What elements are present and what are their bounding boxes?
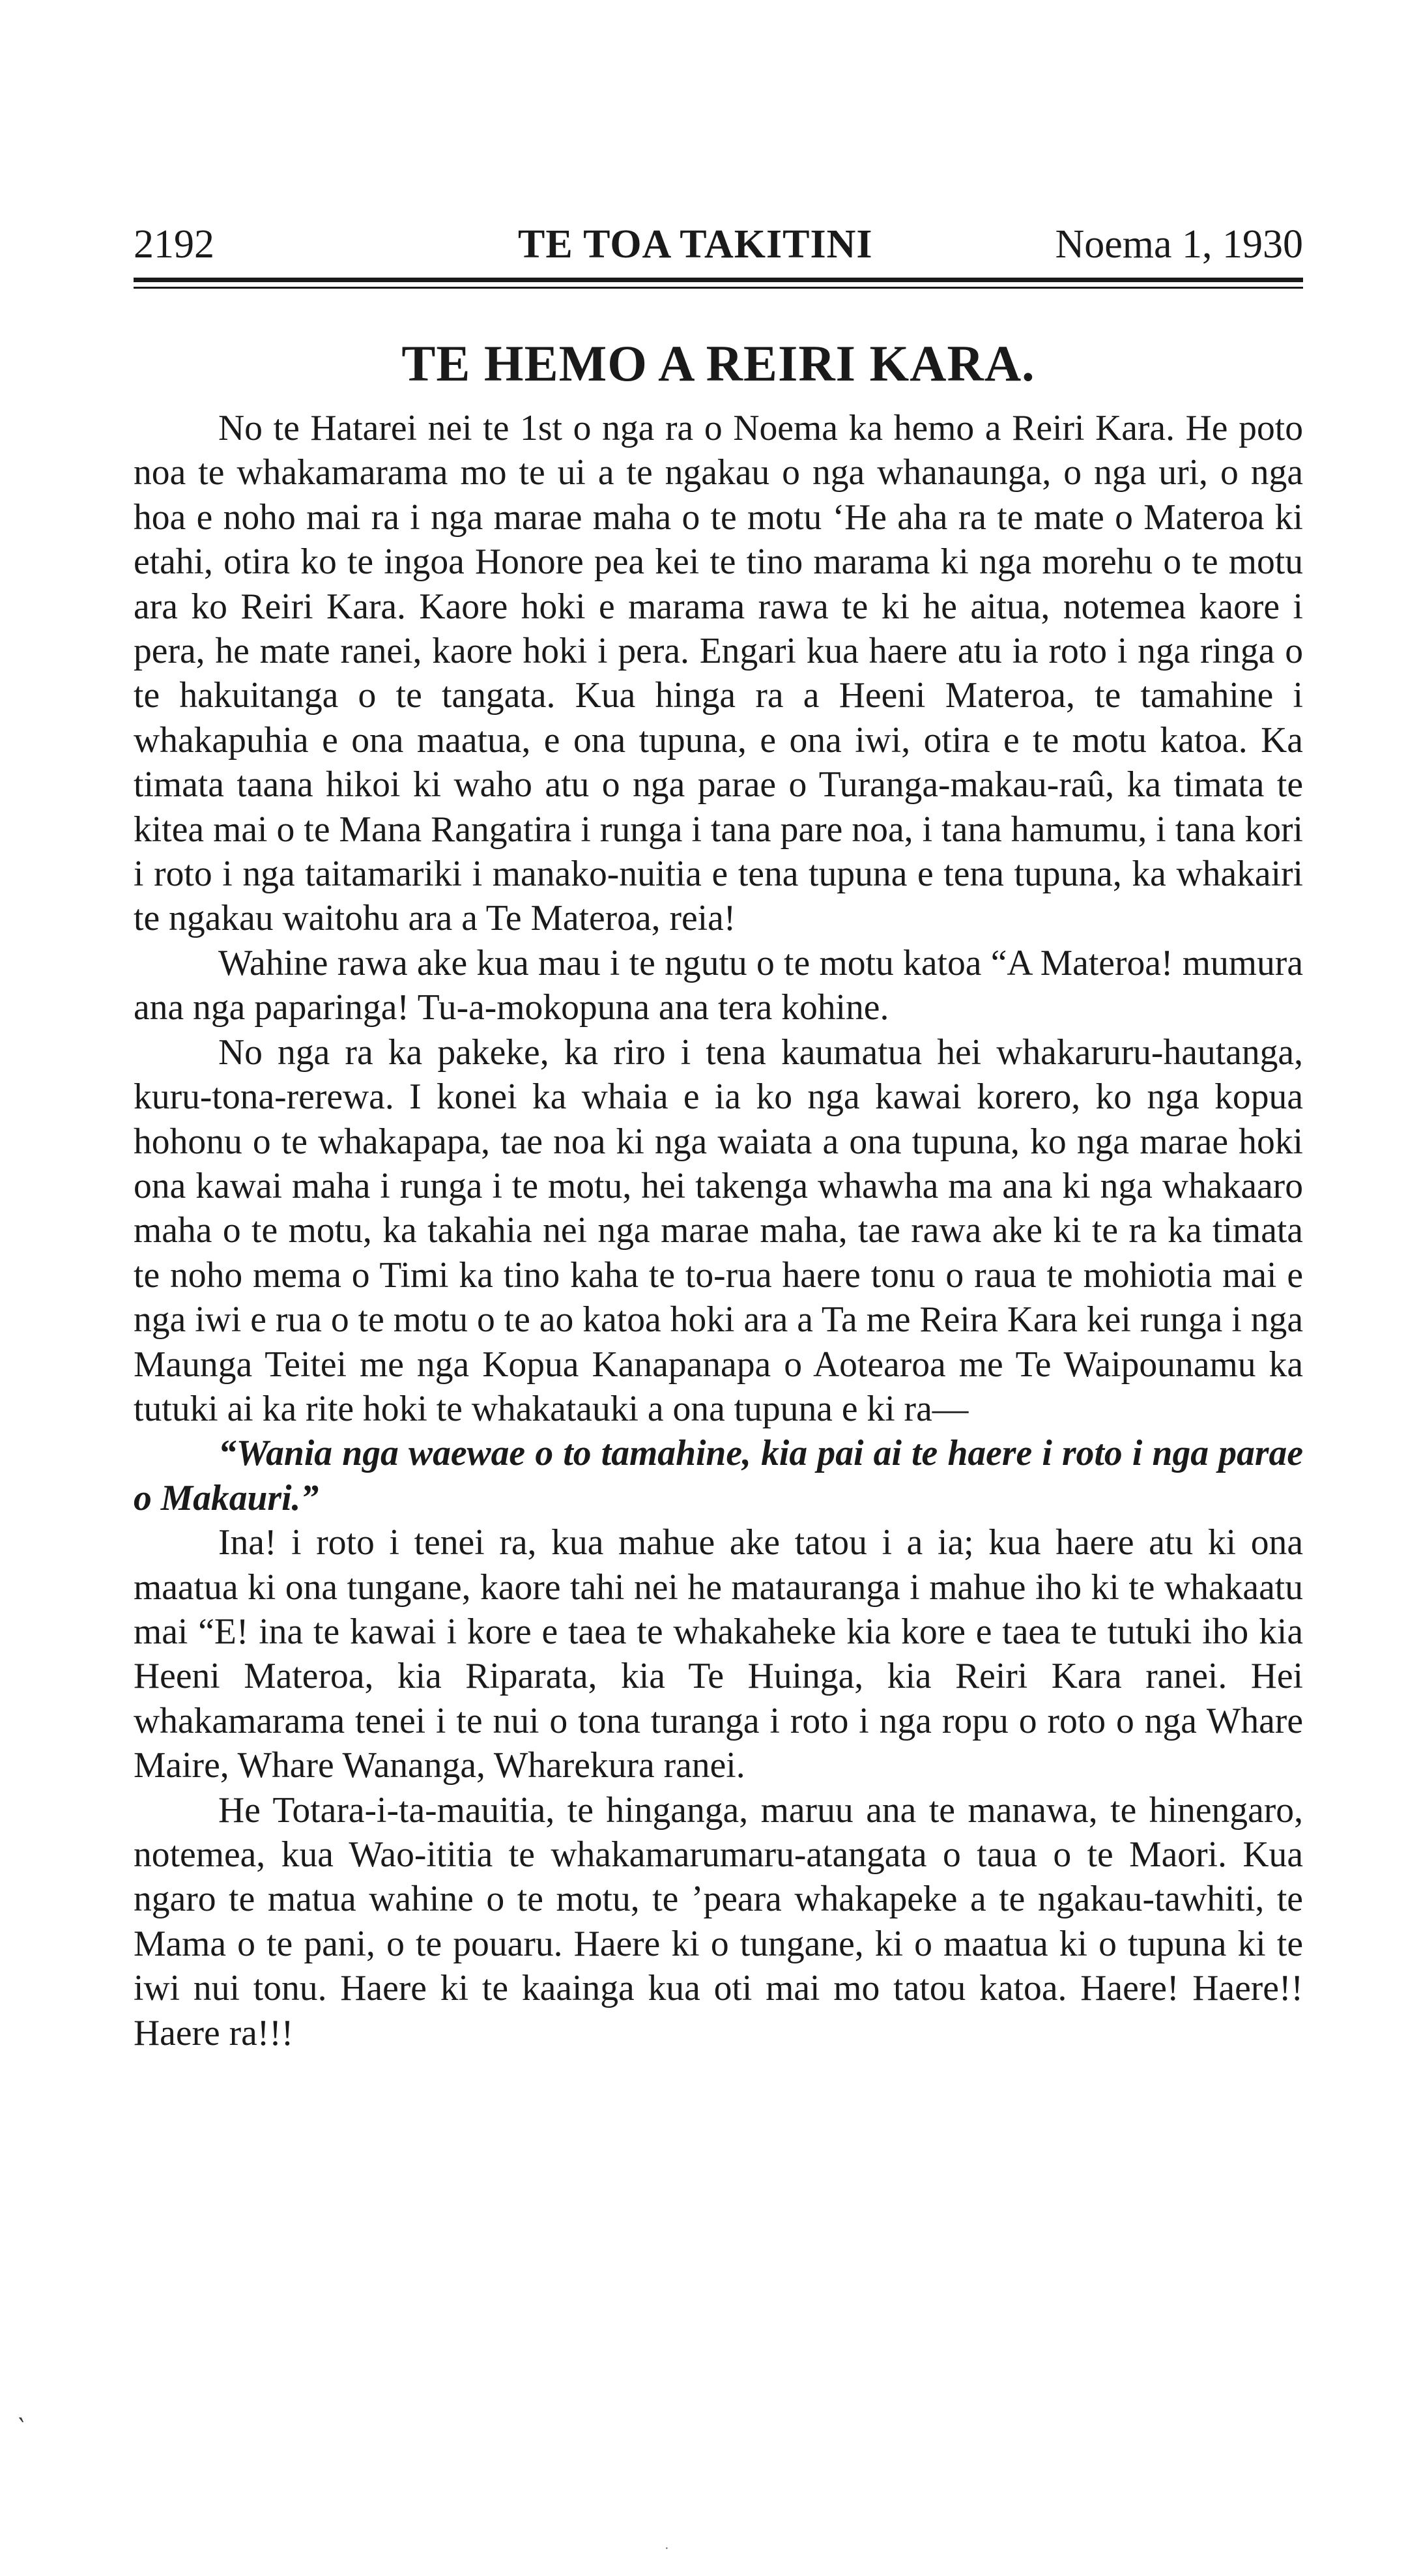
- paragraph-1: No te Hatarei nei te 1st o nga ra o Noema ka hemo a Reiri Kara. He poto noa te whakamarama mo te ui a te ngakau o nga whanaunga, o nga uri, o nga hoa e noho mai ra i nga marae maha o te motu ‘He aha ra te mate o Materoa ki etahi, otira ko te ingoa Honore pea kei te tino marama ki nga morehu o te motu ara ko Reiri Kara. Kaore hoki e marama rawa te ki he aitua, notemea kaore i pera, he mate ranei, kaore hoki i pera. Engari kua haere atu ia roto i nga ringa o te hakuitanga o te tangata. Kua hinga ra a Heeni Materoa, te tamahine i whakapuhia e ona maatua, e ona tupuna, e ona iwi, otira e te motu katoa. Ka timata taana hikoi ki waho atu o nga parae o Turanga-makau-raû, ka timata te kitea mai o te Mana Rangatira i runga i tana pare noa, i tana hamumu, i tana kori i roto i nga taitamariki i manako-nuitia e tena tupuna e tena tupuna, ka whakairi te ngakau waitohu ara a Te Materoa, reia!: [134, 408, 1303, 939]
- paragraph-2: Wahine rawa ake kua mau i te ngutu o te motu katoa “A Materoa! mumura ana nga paparinga! Tu-a-mokopuna ana tera kohine.: [134, 942, 1303, 1028]
- margin-mark: ‵: [18, 2413, 25, 2442]
- page-speck: ·: [665, 2541, 669, 2556]
- header-rule-thin: [134, 287, 1303, 289]
- publication-title: TE TOA TAKITINI: [518, 222, 873, 267]
- proverb-quote: “Wania nga waewae o to tamahine, kia pai ai te haere i roto i nga parae o Makauri.”: [134, 1433, 1303, 1518]
- magazine-page: [134, 215, 1303, 2055]
- paragraph-4: Ina! i roto i tenei ra, kua mahue ake tatou i a ia; kua haere atu ki ona maatua ki ona tungane, kaore tahi nei he matauranga i mahue iho ki te whakaatu mai “E! ina te kawai i kore e taea te whakaheke kia kore e taea te tutuki iho kia Heeni Materoa, kia Riparata, kia Te Huinga, kia Reiri Kara ranei. Hei whakamarama tenei i te nui o tona turanga i roto i nga ropu o roto o nga Whare Maire, Whare Wananga, Wharekura ranei.: [134, 1522, 1303, 1786]
- page-header: [134, 215, 1303, 274]
- issue-date: Noema 1, 1930: [1055, 222, 1303, 267]
- article-body: [134, 406, 1303, 2055]
- page-number: 2192: [134, 222, 214, 267]
- paragraph-3: No nga ra ka pakeke, ka riro i tena kaumatua hei whakaruru-hautanga, kuru-tona-rerewa. I konei ka whaia e ia ko nga kawai korero, ko nga kopua hohonu o te whakapapa, tae noa ki nga waiata a ona tupuna, ko nga marae hoki ona kawai maha i runga i te motu, hei takenga whawha ma ana ki nga whakaaro maha o te motu, ka takahia nei nga marae maha, tae rawa ake ki te ra ka timata te noho mema o Timi ka tino kaha te to-rua haere tonu o raua te mohiotia mai e nga iwi e rua o te motu o te ao katoa hoki ara a Ta me Reira Kara kei runga i nga Maunga Teitei me nga Kopua Kanapanapa o Aotearoa me Te Waipounamu ka tutuki ai ka rite hoki te whakatauki a ona tupuna e ki ra—: [134, 1032, 1303, 1429]
- paragraph-5: He Totara-i-ta-mauitia, te hinganga, maruu ana te manawa, te hinengaro, notemea, kua Wao-ititia te whakamarumaru-atangata o taua o te Maori. Kua ngaro te matua wahine o te motu, te ’peara whakapeke a te ngakau-tawhiti, te Mama o te pani, o te pouaru. Haere ki o tungane, ki o maatua ki o tupuna ki te iwi nui tonu. Haere ki te kaainga kua oti mai mo tatou katoa. Haere! Haere!! Haere ra!!!: [134, 1789, 1303, 2053]
- header-rule-thick: [134, 278, 1303, 282]
- article-title: TE HEMO A REIRI KARA.: [401, 335, 1035, 392]
